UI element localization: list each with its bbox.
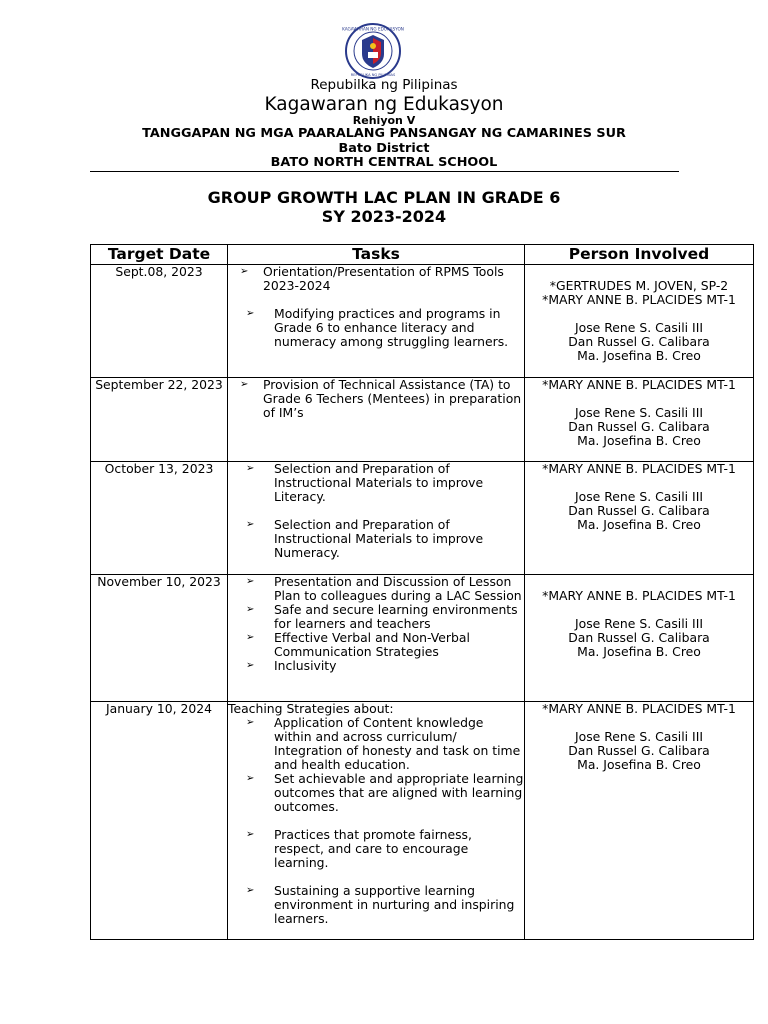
task-item: ➢ Sustaining a supportive learning environment in nurturing and inspiring learners.: [228, 884, 524, 926]
target-date: Sept.08, 2023: [91, 265, 228, 378]
target-date: January 10, 2024: [91, 702, 228, 940]
deped-seal-logo: [337, 22, 409, 80]
column-header-tasks: Tasks: [228, 245, 525, 265]
person-name: Jose Rene S. Casili III: [574, 405, 703, 420]
people-cell: [525, 378, 754, 462]
person-name: Ma. Josefina B. Creo: [577, 757, 701, 772]
task-item: ➢ Set achievable and appropriate learning outcomes that are aligned with learning outcomes.: [228, 772, 524, 814]
school-year: SY 2023-2024: [321, 207, 447, 226]
header-divider: [90, 171, 679, 172]
table-header-row: [91, 245, 754, 265]
person-name: *MARY ANNE B. PLACIDES MT-1: [542, 701, 736, 716]
column-header-person-involved: Person Involved: [525, 245, 754, 265]
person-name: *MARY ANNE B. PLACIDES MT-1: [542, 588, 736, 603]
person-name: Jose Rene S. Casili III: [574, 729, 703, 744]
table-row: [91, 265, 754, 378]
people-cell: [525, 265, 754, 378]
person-name: *MARY ANNE B. PLACIDES MT-1: [542, 377, 736, 392]
region-line: Rehiyon V: [352, 114, 416, 127]
task-item: ➢ Selection and Preparation of Instructional Materials to improve Numeracy.: [228, 518, 524, 560]
tasks-cell: [228, 265, 525, 378]
school-name: BATO NORTH CENTRAL SCHOOL: [270, 155, 498, 170]
people-cell: [525, 462, 754, 575]
task-item: ➢ Modifying practices and programs in Grade 6 to enhance literacy and numeracy among struggling learners.: [228, 307, 524, 349]
person-name: Dan Russel G. Calibara: [568, 630, 710, 645]
person-name: *MARY ANNE B. PLACIDES MT-1: [542, 292, 736, 307]
person-name: Dan Russel G. Calibara: [568, 334, 710, 349]
person-name: *GERTRUDES M. JOVEN, SP-2: [549, 278, 729, 293]
task-lead-text: Teaching Strategies about:: [228, 701, 394, 716]
person-name: Dan Russel G. Calibara: [568, 743, 710, 758]
table-row: [91, 702, 754, 940]
republic-line: Repubilka ng Pilipinas: [310, 77, 458, 93]
task-item: ➢ Application of Content knowledge within and across curriculum/ Integration of honesty and task on time and health education.: [228, 716, 524, 772]
table-row: [91, 575, 754, 702]
district-line: Bato District: [338, 141, 430, 156]
people-cell: [525, 575, 754, 702]
task-item: ➢ Inclusivity: [228, 659, 524, 673]
person-name: *MARY ANNE B. PLACIDES MT-1: [542, 461, 736, 476]
lac-plan-table: [90, 244, 754, 940]
person-name: Ma. Josefina B. Creo: [577, 348, 701, 363]
task-item: ➢ Safe and secure learning environments for learners and teachers: [228, 603, 524, 631]
person-name: Ma. Josefina B. Creo: [577, 644, 701, 659]
tasks-cell: [228, 462, 525, 575]
task-item: ➢ Presentation and Discussion of Lesson Plan to colleagues during a LAC Session: [228, 575, 524, 603]
people-cell: [525, 702, 754, 940]
target-date: November 10, 2023: [91, 575, 228, 702]
document-title: GROUP GROWTH LAC PLAN IN GRADE 6: [207, 188, 561, 207]
target-date: September 22, 2023: [91, 378, 228, 462]
table-row: [91, 462, 754, 575]
person-name: Ma. Josefina B. Creo: [577, 433, 701, 448]
tasks-cell: [228, 378, 525, 462]
person-name: Dan Russel G. Calibara: [568, 503, 710, 518]
seal-text: KAGAWARAN NG EDUKASYON: [342, 26, 404, 32]
task-item: ➢ Effective Verbal and Non-Verbal Communication Strategies: [228, 631, 524, 659]
person-name: Jose Rene S. Casili III: [574, 320, 703, 335]
person-name: Ma. Josefina B. Creo: [577, 517, 701, 532]
table-row: [91, 378, 754, 462]
task-item: ➢ Provision of Technical Assistance (TA) to Grade 6 Techers (Mentees) in preparation of IM’s: [228, 378, 524, 420]
tasks-cell: [228, 702, 525, 940]
task-item: ➢ Practices that promote fairness, respect, and care to encourage learning.: [228, 828, 524, 870]
tasks-cell: [228, 575, 525, 702]
column-header-target-date: Target Date: [91, 245, 228, 265]
person-name: Dan Russel G. Calibara: [568, 419, 710, 434]
department-name: Kagawaran ng Edukasyon: [264, 94, 504, 115]
target-date: October 13, 2023: [91, 462, 228, 575]
person-name: Jose Rene S. Casili III: [574, 489, 703, 504]
person-name: Jose Rene S. Casili III: [574, 616, 703, 631]
task-item: ➢ Selection and Preparation of Instructional Materials to improve Literacy.: [228, 462, 524, 504]
seal-sub-text: REPUBLIKA NG PILIPINAS: [350, 73, 396, 77]
division-office-line: TANGGAPAN NG MGA PAARALANG PANSANGAY NG CAMARINES SUR: [142, 126, 626, 141]
task-item: ➢ Orientation/Presentation of RPMS Tools 2023-2024: [228, 265, 524, 293]
